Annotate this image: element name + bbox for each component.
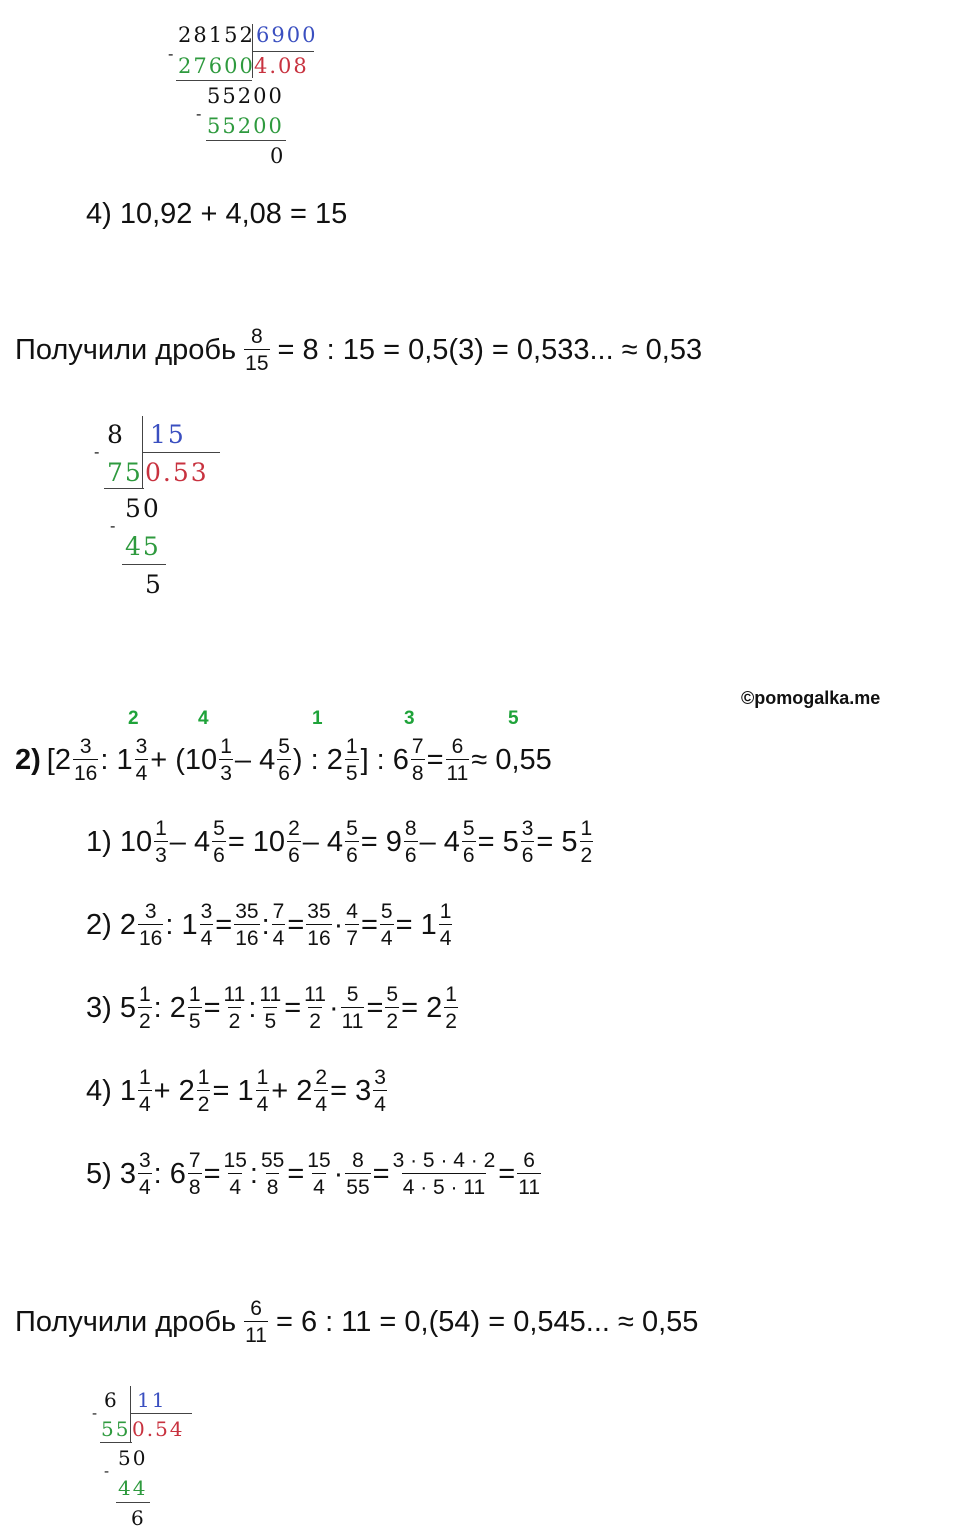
fraction [188, 984, 202, 1032]
expression-term: : [249, 1157, 258, 1190]
fraction-denominator: 2 [308, 1007, 322, 1032]
order-number: 1 [312, 708, 323, 729]
fraction-numerator: 11 [223, 983, 246, 1006]
fraction [306, 901, 331, 949]
fraction [345, 901, 359, 949]
fraction-denominator: 6 [287, 841, 301, 866]
fraction [446, 736, 470, 784]
fraction-numerator: 1 [155, 817, 167, 840]
fraction [439, 901, 453, 949]
expression-term: = 2 [401, 991, 443, 1024]
fraction-denominator: 15 [244, 349, 269, 374]
expression-term: : 2 [153, 991, 186, 1024]
fraction [234, 901, 259, 949]
fraction [212, 818, 226, 866]
fraction-numerator: 3 [79, 735, 92, 758]
expression-term: = [287, 908, 305, 941]
fraction-numerator: 2 [288, 817, 300, 840]
fraction [197, 1067, 211, 1115]
fraction-numerator: 5 [386, 983, 399, 1006]
fraction-denominator: 11 [341, 1007, 365, 1032]
expression-term: = 5 [536, 825, 578, 858]
expression-term: = [366, 991, 384, 1024]
fraction-numerator: 5 [278, 735, 290, 758]
fraction-numerator: 35 [307, 900, 331, 923]
remainder-1: 50 [118, 1446, 148, 1470]
subtraction-line [206, 140, 286, 141]
fraction [517, 1150, 541, 1198]
fraction-denominator: 6 [212, 841, 226, 866]
result-suffix: = 6 : 11 = 0,(54) = 0,545... ≈ 0,55 [275, 1305, 699, 1338]
watermark: ©pomogalka.me [741, 688, 881, 708]
fraction [154, 818, 168, 866]
fraction-numerator: 5 [380, 900, 393, 923]
fraction-numerator: 8 [404, 817, 417, 840]
fraction-denominator: 5 [188, 1007, 202, 1032]
divisor: 11 [137, 1388, 167, 1412]
expression-term: = 5 [477, 825, 519, 858]
fraction [219, 736, 233, 784]
fraction-denominator: 4 [439, 924, 453, 949]
fraction-denominator: 16 [138, 924, 163, 949]
remainder-final: 0 [270, 144, 286, 168]
fraction [223, 984, 247, 1032]
remainder-final: 5 [145, 570, 163, 599]
minus-sign: - [94, 442, 102, 461]
expression-term: = [287, 1157, 305, 1190]
step-2 [86, 901, 454, 949]
subtrahend: 75 [107, 458, 143, 487]
fraction-numerator: 1 [188, 983, 201, 1006]
step-4-sum: 4) 10,92 + 4,08 = 15 [86, 198, 348, 230]
result-prefix: Получили дробь [15, 1305, 237, 1338]
fraction [306, 1150, 331, 1198]
fraction-denominator: 4 [373, 1090, 387, 1115]
fraction-denominator: 8 [188, 1173, 202, 1198]
fraction-denominator: 4 [314, 1090, 328, 1115]
fraction [411, 736, 425, 784]
fraction-numerator: 1 [256, 1066, 269, 1089]
fraction-numerator: 3 [200, 900, 213, 923]
expression-term: = [203, 1157, 221, 1190]
subtrahend: 27600 [178, 54, 255, 78]
fraction-denominator: 2 [444, 1007, 458, 1032]
fraction-denominator: 2 [228, 1007, 242, 1032]
fraction [345, 818, 359, 866]
fraction-denominator: 4 [138, 1173, 152, 1198]
fraction-denominator: 4 [228, 1173, 242, 1198]
fraction-numerator: 6 [523, 1149, 535, 1172]
problem-label: 2) [15, 743, 41, 776]
fraction [314, 1067, 328, 1115]
fraction [256, 1067, 270, 1115]
fraction-denominator: 4 [312, 1173, 326, 1198]
result-prefix: Получили дробь [15, 333, 237, 366]
expression-2 [15, 736, 552, 784]
expression-term: [2 [46, 743, 71, 776]
fraction [345, 736, 359, 784]
fraction [341, 984, 365, 1032]
expression-term: : 1 [100, 743, 133, 776]
fraction-denominator: 2 [138, 1007, 152, 1032]
minus-sign: - [168, 44, 176, 63]
expression-term: – 4 [419, 825, 460, 858]
fraction [260, 1150, 285, 1198]
fraction-numerator: 4 [346, 900, 358, 923]
subtrahend: 55 [101, 1417, 131, 1441]
fraction-numerator: 2 [315, 1066, 328, 1089]
dividend: 8 [107, 420, 125, 449]
expression-term: + 2 [153, 1074, 195, 1107]
expression-term: = [203, 991, 221, 1024]
fraction-numerator: 11 [259, 983, 282, 1006]
fraction-numerator: 1 [138, 983, 151, 1006]
fraction-numerator: 1 [345, 735, 358, 758]
subtraction-line [104, 488, 144, 489]
minus-sign: - [92, 1404, 100, 1422]
step-5 [86, 1150, 543, 1198]
fraction-denominator: 6 [521, 841, 535, 866]
fraction [462, 818, 476, 866]
expression-term: 2) 2 [86, 908, 136, 941]
result-line-6-11 [15, 1298, 698, 1346]
fraction-numerator: 5 [346, 817, 358, 840]
divisor: 15 [150, 420, 186, 449]
expression-term: = [426, 743, 444, 776]
step-4 [86, 1067, 389, 1115]
fraction [345, 1150, 370, 1198]
fraction-denominator: 4 [138, 1090, 152, 1115]
fraction [138, 1150, 152, 1198]
fraction-numerator: 7 [272, 900, 285, 923]
expression-term: + 2 [271, 1074, 313, 1107]
fraction [188, 1150, 202, 1198]
subtrahend-2: 55200 [207, 114, 284, 138]
subtraction-line [116, 1502, 150, 1503]
expression-term: – 4 [234, 743, 276, 776]
fraction-denominator: 16 [306, 924, 331, 949]
result-suffix: = 8 : 15 = 0,5(3) = 0,533... ≈ 0,53 [277, 333, 703, 366]
fraction-denominator: 4 · 5 · 11 [402, 1173, 486, 1198]
expression-term: ) : 2 [292, 743, 343, 776]
fraction-denominator: 4 [256, 1090, 270, 1115]
subtrahend-2: 45 [125, 532, 161, 561]
fraction-denominator: 11 [517, 1173, 541, 1198]
order-number: 3 [404, 708, 415, 729]
expression-term: ≈ 0,55 [471, 743, 552, 776]
fraction-numerator: 11 [304, 983, 326, 1006]
fraction-denominator: 4 [272, 924, 286, 949]
expression-term: : [261, 908, 270, 941]
fraction-denominator: 6 [404, 841, 418, 866]
expression-term: 3) 5 [86, 991, 136, 1024]
fraction-numerator: 5 [346, 983, 359, 1006]
expression-term: = [372, 1157, 390, 1190]
fraction-numerator: 1 [220, 735, 232, 758]
fraction-denominator: 4 [380, 924, 394, 949]
expression-term: = [498, 1157, 516, 1190]
fraction-numerator: 35 [235, 900, 259, 923]
expression-term: = 3 [330, 1074, 372, 1107]
fraction-numerator: 15 [223, 1149, 247, 1172]
expression-term: · [328, 991, 339, 1024]
fraction-denominator: 8 [266, 1173, 280, 1198]
fraction [138, 1067, 152, 1115]
expression-term: : 1 [165, 908, 198, 941]
expression-term: 1) 10 [86, 825, 153, 858]
quotient: 4.08 [254, 54, 309, 78]
fraction [73, 736, 98, 784]
fraction [223, 1150, 248, 1198]
minus-sign: - [110, 516, 118, 535]
fraction-numerator: 3 [138, 1149, 151, 1172]
expression-term: = [360, 908, 378, 941]
order-number: 5 [508, 708, 519, 729]
fraction-denominator: 6 [345, 841, 359, 866]
expression-term: = 10 [227, 825, 286, 858]
fraction-numerator: 8 [250, 325, 263, 348]
minus-sign: - [196, 104, 204, 123]
expression-term: + (10 [150, 743, 218, 776]
division-bar-vertical [130, 1386, 131, 1442]
fraction-denominator: 3 [154, 841, 168, 866]
fraction-numerator: 55 [260, 1149, 285, 1172]
fraction-numerator: 1 [445, 983, 457, 1006]
expression-term: 5) 3 [86, 1157, 136, 1190]
fraction [392, 1150, 497, 1198]
division-bar-horizontal [130, 1413, 192, 1414]
fraction-denominator: 16 [73, 759, 98, 784]
fraction-denominator: 55 [345, 1173, 370, 1198]
dividend: 28152 [178, 23, 255, 47]
fraction [277, 736, 291, 784]
fraction-numerator: 6 [451, 735, 464, 758]
fraction [138, 901, 163, 949]
remainder-final: 6 [131, 1506, 146, 1530]
fraction [135, 736, 149, 784]
fraction-numerator: 1 [197, 1066, 210, 1089]
fraction-denominator: 8 [411, 759, 425, 784]
fraction-denominator: 4 [200, 924, 214, 949]
fraction-numerator: 1 [138, 1066, 151, 1089]
expression-term: = [215, 908, 233, 941]
expression-term: · [333, 1157, 344, 1190]
fraction [138, 984, 152, 1032]
fraction-numerator: 3 [144, 900, 157, 923]
fraction-denominator: 2 [197, 1090, 211, 1115]
order-number: 2 [128, 708, 139, 729]
fraction-denominator: 2 [580, 841, 594, 866]
expression-term: = 1 [395, 908, 437, 941]
fraction-numerator: 6 [250, 1297, 262, 1320]
fraction-numerator: 3 [521, 817, 534, 840]
order-number: 4 [198, 708, 209, 729]
expression-term: · [333, 908, 344, 941]
fraction [287, 818, 301, 866]
fraction [404, 818, 418, 866]
fraction [385, 984, 399, 1032]
expression-term: = [284, 991, 302, 1024]
fraction-numerator: 8 [352, 1149, 364, 1172]
fraction-numerator: 1 [580, 817, 593, 840]
fraction [272, 901, 286, 949]
fraction-numerator: 3 [374, 1066, 386, 1089]
subtraction-line [176, 80, 252, 81]
fraction-denominator: 5 [345, 759, 359, 784]
fraction [258, 984, 282, 1032]
fraction-numerator: 5 [462, 817, 475, 840]
fraction [200, 901, 214, 949]
expression-term: 4) 1 [86, 1074, 136, 1107]
fraction-numerator: 15 [307, 1149, 331, 1172]
expression-term: = 9 [360, 825, 402, 858]
fraction-numerator: 7 [188, 1149, 201, 1172]
step-1 [86, 818, 595, 866]
fraction-denominator: 5 [263, 1007, 277, 1032]
minus-sign: - [104, 1462, 112, 1480]
fraction [244, 1298, 268, 1346]
fraction [580, 818, 594, 866]
fraction-denominator: 7 [345, 924, 359, 949]
fraction-denominator: 3 [219, 759, 233, 784]
fraction-numerator: 7 [411, 735, 424, 758]
subtraction-line [100, 1442, 132, 1443]
remainder-1: 55200 [207, 84, 284, 108]
subtraction-line [122, 564, 166, 565]
quotient: 0.54 [132, 1417, 185, 1441]
fraction [521, 818, 535, 866]
fraction-denominator: 16 [234, 924, 259, 949]
expression-term: : 6 [153, 1157, 186, 1190]
fraction-numerator: 3 [135, 735, 148, 758]
step-3 [86, 984, 460, 1032]
dividend: 6 [104, 1388, 119, 1412]
division-bar-horizontal [142, 452, 220, 453]
fraction-denominator: 11 [244, 1321, 268, 1346]
fraction-denominator: 6 [277, 759, 291, 784]
fraction-numerator: 3 · 5 · 4 · 2 [392, 1149, 496, 1172]
expression-term: ] : 6 [360, 743, 409, 776]
expression-term: : [248, 991, 257, 1024]
fraction-numerator: 5 [213, 817, 225, 840]
expression-term: – 4 [302, 825, 344, 858]
expression-term: = 1 [212, 1074, 254, 1107]
fraction [244, 326, 269, 374]
subtrahend-2: 44 [118, 1476, 148, 1500]
result-line-8-15 [15, 326, 702, 374]
quotient: 0.53 [145, 458, 209, 487]
fraction [380, 901, 394, 949]
expression-term: – 4 [169, 825, 211, 858]
remainder-1: 50 [125, 494, 161, 523]
division-bar-horizontal [252, 51, 314, 52]
fraction [373, 1067, 387, 1115]
fraction-denominator: 2 [385, 1007, 399, 1032]
fraction [303, 984, 327, 1032]
divisor: 6900 [256, 23, 318, 47]
fraction-denominator: 11 [446, 759, 470, 784]
fraction-denominator: 4 [135, 759, 149, 784]
fraction-denominator: 6 [462, 841, 476, 866]
fraction-numerator: 1 [439, 900, 452, 923]
fraction [444, 984, 458, 1032]
